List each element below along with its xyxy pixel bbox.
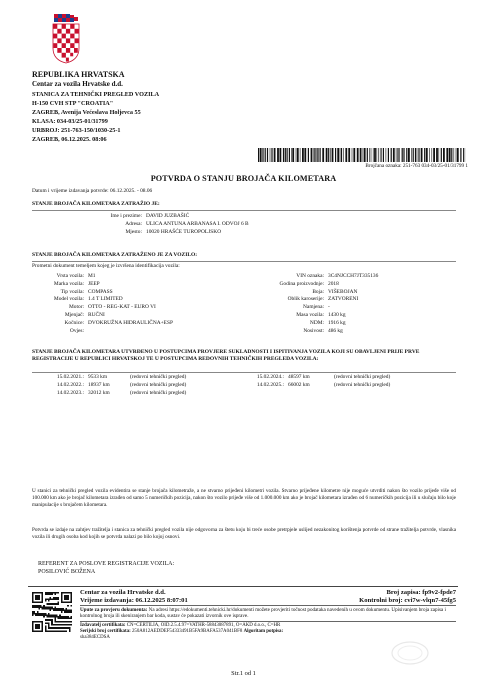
requester-heading: STANJE BROJAČA KILOMETARA ZATRAŽIO JE: (32, 201, 160, 207)
requester-field-address: Adresa: ULICA ANTUNA ARBANASA I. ODVOJ 6 B (125, 220, 249, 227)
vehicle-field: VIN oznaka: 3C4NJCCH7JT335136 (296, 273, 379, 279)
urbroj: URBROJ: 251-763-150/1030-25-1 (32, 126, 121, 134)
vehicle-field: Model vozila: 1.4 T LIMITED (53, 296, 123, 303)
vehicle-field: Namjena: - (303, 304, 330, 311)
vehicle-left-fields (32, 273, 173, 335)
odometer-entry: 14.02.2023.: 32012 km (redovni tehnički pregled) (56, 389, 187, 396)
requester-field-place: Mjesto: 10020 HRAŠĆE TUROPOLJSKO (125, 228, 222, 235)
vehicle-field: Kočnice: DVOKRUŽNA HIDRAULIČNA+ESP (64, 319, 173, 326)
control-number: Kontrolni broj: cvi7w-vlqn7-45fg5 (359, 596, 456, 604)
vehicle-field: Masa vozila: 1430 kg (296, 311, 346, 318)
document-title: POTVRDA O STANJU BROJAČA KILOMETARA (150, 174, 337, 183)
cert-algorithm: sha384ECDSA (80, 634, 110, 640)
odometer-entries-right (240, 374, 390, 390)
vehicle-right-fields (256, 273, 378, 335)
coat-of-arms-icon (52, 14, 80, 64)
odometer-entries-left (32, 374, 186, 397)
station-name: STANICA ZA TEHNIČKI PREGLED VOZILA (32, 90, 160, 98)
center-name: Centar za vozila Hrvatske d.d. (32, 80, 123, 88)
odometer-entry: 14.02.2022.: 18937 km (redovni tehnički pregled) (56, 381, 187, 388)
vehicle-field: NDM: 1916 kg (309, 319, 346, 326)
issue-time: Vrijeme izdavanja: 06.12.2025 8:07:01 (80, 596, 188, 604)
vehicle-field: Boja: VIŠEBOJAN (312, 288, 358, 295)
requester-field-name: Ime i prezime: DAVID JUZBAŠIĆ (110, 213, 190, 219)
klasa: KLASA: 034-03/25-01/31799 (32, 117, 108, 125)
vehicle-field: Motor: OTTO - REG-KAT - EURO VI (69, 304, 156, 311)
country-name: REPUBLIKA HRVATSKA (32, 70, 125, 79)
vehicle-field: Oblik karoserije: ZATVORENI (287, 296, 359, 303)
vehicle-field: Godina proizvodnje: 2018 (279, 280, 339, 287)
record-number: Broj zapisa: fp9v2-fpde7 (386, 589, 456, 596)
officer-role: REFERENT ZA POSLOVE REGISTRACIJE VOZILA: (38, 561, 175, 567)
vehicle-field: Mjenjač: RUČNI (64, 311, 105, 318)
footer-row-2 (80, 597, 456, 605)
issued-datetime: Datum i vrijeme izdavanja potvrde: 06.12.2025. - 08.06 (32, 188, 153, 194)
page-number: Str.1 od 1 (231, 670, 256, 677)
station-code: H-150 CVH STP "CROATIA" (32, 99, 114, 107)
odometer-entry: 15.02.2021.: 9533 km (redovni tehnički pregled) (56, 374, 187, 380)
officer-block (38, 560, 174, 576)
barcode-caption: Brojčana oznaka: 251-763 034-03/25-01/31799 1 (365, 163, 468, 169)
verification-instructions: Upute za provjeru dokumenta: Na adresi https://edokumenti.tehnicki.hr/dokumenti možete provjeriti točnost podataka navedenih u ovom dokumentu. Upisivanjem broja zapisa i kontrolnog broja ili skeniranjem bar koda, sustav će pokazati izvornik ove isprave. (80, 605, 456, 619)
officer-name: POSILOVIĆ BOŽENA (38, 569, 96, 575)
barcode-image (258, 148, 466, 162)
footer-row-1 (80, 589, 456, 597)
divider (32, 210, 456, 211)
certificate-info (80, 621, 456, 641)
cert-serial: Serijski broj certifikata: 250A812AEDDEF54333491B5FA9BAFA537A041BF8 Algoritam potpisa: (80, 628, 284, 634)
divider (32, 372, 456, 373)
footer-divider (28, 586, 458, 587)
vehicle-heading: STANJE BROJAČA KILOMETARA ZATRAŽENO JE ZA VOZILO: (32, 252, 198, 258)
footer-org: Centar za vozila Hrvatske d.d. (80, 589, 166, 596)
station-address: ZAGREB, Avenija Većeslava Holjevca 55 (32, 108, 141, 116)
vehicle-field: Nosivost: 486 kg (303, 327, 343, 334)
vehicle-field: Vrsta vozila: M1 (56, 273, 96, 279)
verification-block (80, 589, 456, 641)
liability-paragraph: Potvrda se izdaje na zahtjev tražitelja i stanica za tehnički pregled vozila nije odgovorna za štetu koju bi treće osobe pretrpjele uslijed nezakonitog korištenja potvrde od strane tražitelja potvrde, vlasnika vozila ili drugih osoba kod kojih se potvrda nalazi po bilo kojoj osnovi. (32, 527, 456, 540)
cert-issuer: Izdavatelj certifikata: CN=CERTILIA, OID.2.5.4.97=VATHR-58843087891, O=AKD d.o.o., C=HR (80, 622, 281, 628)
disclaimer-paragraph: U stanici za tehnički pregled vozila evidentira se stanje brojača kilometraže, a ne stvarno prijeđeni kilometri vozila. Stvarno prijeđene kilometre nije moguće utvrditi nakon što vozilo prijeđe više od 100.000 km ako je brojač kilometara izrađen od samo 5 numeričkih pozicija, nakon što vozilo prijeđe više od 1.000.000 km ako je brojač kilometara izrađen od 6 numeričkih pozicija ili u slučaju bilo koje manipulacije s brojačem kilometara. (32, 488, 456, 508)
vehicle-field: Ovjes: (69, 327, 84, 334)
issuer-header (32, 70, 159, 144)
odometer-heading: STANJE BROJAČA KILOMETARA UTVRĐENO U POSTUPCIMA PROVJERE SUKLADNOSTI I ISPITIVANJA VOZILA KOJI SU OBAVLJENI PRIJE PRVE REGISTRACIJE U REPUBLICI HRVATSKOJ TE U POSTUPCIMA REDOVNIH TEHNIČKIH PREGLEDA VOZILA: (32, 349, 420, 363)
qr-code-image (32, 592, 72, 632)
divider (32, 261, 456, 262)
requester-fields (70, 213, 249, 236)
odometer-entry: 14.02.2025.: 66002 km (redovni tehnički pregled) (256, 381, 391, 388)
odometer-entry: 15.02.2024.: 48597 km (redovni tehnički pregled) (256, 374, 391, 380)
vehicle-intro: Prometni dokument temeljem kojeg je izvršena identifikacija vozila: (32, 263, 180, 269)
vehicle-field: Tip vozila: COMPASS (60, 288, 113, 295)
place-date: ZAGREB, 06.12.2025. 08:06 (32, 135, 107, 143)
vehicle-field: Marka vozila: JEEP (53, 280, 100, 287)
faint-seal-icon (390, 640, 430, 666)
